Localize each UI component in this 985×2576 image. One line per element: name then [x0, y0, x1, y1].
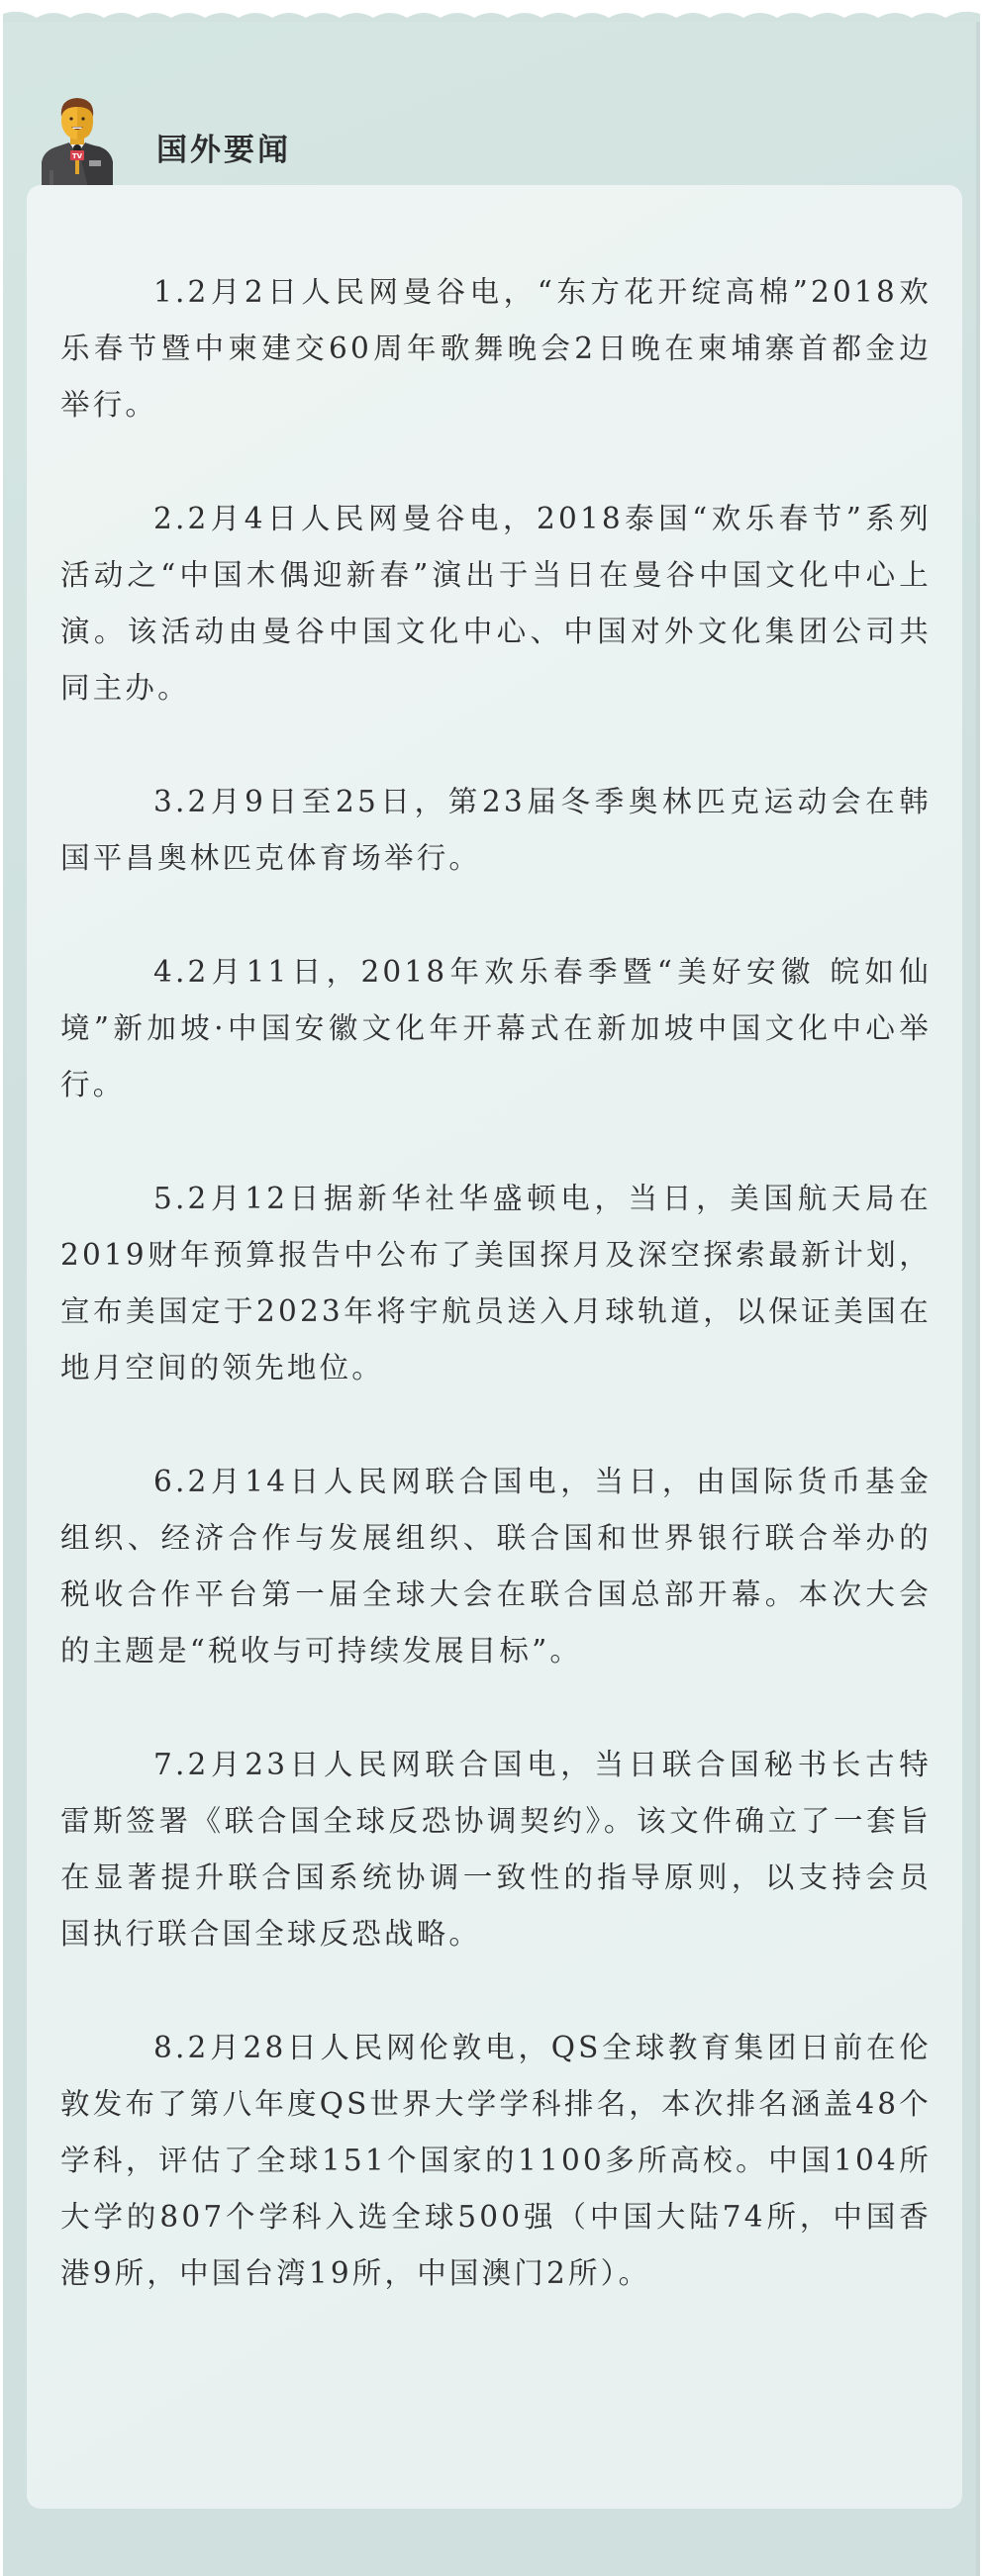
- tv-reporter-icon: [40, 93, 115, 192]
- news-card: [27, 185, 962, 2509]
- news-item-6: 6.2月14日人民网联合国电，当日，由国际货币基金组织、经济合作与发展组织、联合国和世界银行联合举办的税收合作平台第一届全球大会在联合国总部开幕。本次大会的主题是“税收与可持续发展目标”。: [60, 1465, 932, 1668]
- news-item-8: 8.2月28日人民网伦敦电，QS全球教育集团日前在伦敦发布了第八年度QS世界大学学科排名，本次排名涵盖48个学科，评估了全球151个国家的1100多所高校。中国104所大学的807个学科入选全球500强（中国大陆74所，中国香港9所，中国台湾19所，中国澳门2所）。: [60, 2031, 932, 2290]
- svg-text:TV: TV: [71, 152, 83, 160]
- news-list: [60, 264, 932, 2359]
- news-item-2: 2.2月4日人民网曼谷电，2018泰国“欢乐春节”系列活动之“中国木偶迎新春”演出于当日在曼谷中国文化中心上演。该活动由曼谷中国文化中心、中国对外文化集团公司共同主办。: [60, 502, 932, 705]
- news-item-7: 7.2月23日人民网联合国电，当日联合国秘书长古特雷斯签署《联合国全球反恐协调契约》。该文件确立了一套旨在显著提升联合国系统协调一致性的指导原则，以支持会员国执行联合国全球反恐战略。: [60, 1748, 932, 1951]
- news-item-1: 1.2月2日人民网曼谷电，“东方花开绽高棉”2018欢乐春节暨中柬建交60周年歌舞晚会2日晚在柬埔寨首都金边举行。: [60, 275, 932, 422]
- news-panel: [3, 22, 980, 2576]
- news-item-4: 4.2月11日，2018年欢乐春季暨“美好安徽 皖如仙境”新加坡·中国安徽文化年开幕式在新加坡中国文化中心举行。: [60, 955, 932, 1101]
- panel-edge: [976, 22, 980, 2576]
- news-item-5: 5.2月12日据新华社华盛顿电，当日，美国航天局在2019财年预算报告中公布了美国探月及深空探索最新计划，宣布美国定于2023年将宇航员送入月球轨道，以保证美国在地月空间的领先地位。: [60, 1182, 932, 1384]
- section-header: [3, 71, 980, 200]
- section-title: 国外要闻: [156, 133, 291, 168]
- news-item-3: 3.2月9日至25日，第23届冬季奥林匹克运动会在韩国平昌奥林匹克体育场举行。: [60, 785, 932, 875]
